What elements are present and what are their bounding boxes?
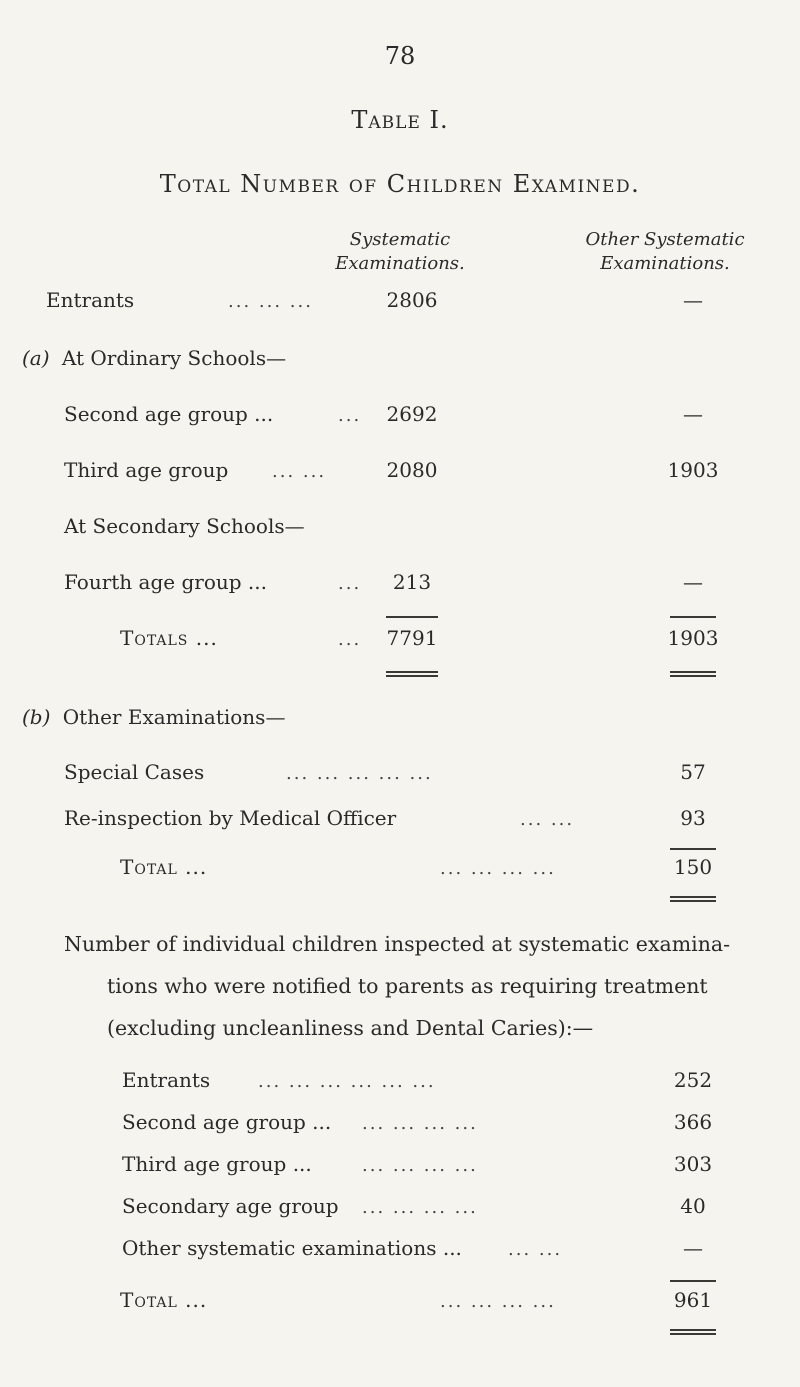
- row-second-age-dots: ...: [338, 405, 362, 426]
- treat-entrants-dots: ... ... ... ... ... ...: [258, 1071, 436, 1092]
- paragraph-line-3: (excluding uncleanliness and Dental Caries):—: [107, 1016, 594, 1040]
- row-reinspection-label: Re-inspection by Medical Officer: [64, 806, 397, 830]
- treat-other-label: Other systematic examinations ...: [122, 1236, 462, 1260]
- row-totals-label: Totals ...: [120, 626, 218, 650]
- treat-secondary-label: Secondary age group: [122, 1194, 339, 1218]
- totals-double-rule-systematic-2: [386, 675, 438, 677]
- other-total-double-rule-2: [670, 900, 716, 902]
- col-header-systematic-line2: Examinations.: [335, 253, 465, 274]
- col-header-other-line1: Other Systematic: [585, 229, 745, 250]
- treat-second-value: 366: [673, 1110, 713, 1134]
- treat-total-value: 961: [673, 1288, 713, 1312]
- row-fourth-age-label: Fourth age group ...: [64, 570, 267, 594]
- col-header-other: [545, 228, 785, 276]
- row-totals-dots: ...: [338, 629, 362, 650]
- row-second-age-other: —: [683, 402, 703, 426]
- treat-second-label: Second age group ...: [122, 1110, 332, 1134]
- secondary-schools-heading: At Secondary Schools—: [64, 514, 305, 538]
- row-third-age-other: 1903: [667, 458, 719, 482]
- treat-other-value: —: [683, 1236, 703, 1260]
- row-reinspection-dots: ... ...: [520, 809, 575, 830]
- totals-double-rule-systematic-1: [386, 671, 438, 673]
- treat-third-dots: ... ... ... ...: [362, 1155, 478, 1176]
- treat-entrants-label: Entrants: [122, 1068, 211, 1092]
- totals-rule-systematic: [386, 616, 438, 618]
- row-entrants-dots: ... ... ...: [228, 291, 313, 312]
- page-number: 78: [384, 42, 416, 70]
- row-entrants-label: Entrants: [46, 288, 135, 312]
- row-special-cases-value: 57: [680, 760, 706, 784]
- totals-double-rule-other-1: [670, 671, 716, 673]
- row-third-age-label: Third age group: [64, 458, 229, 482]
- row-special-cases-dots: ... ... ... ... ...: [286, 763, 433, 784]
- totals-double-rule-other-2: [670, 675, 716, 677]
- treat-total-rule: [670, 1280, 716, 1282]
- row-second-age-systematic: 2692: [386, 402, 438, 426]
- row-other-total-label: Total ...: [120, 855, 208, 879]
- row-special-cases-label: Special Cases: [64, 760, 205, 784]
- section-a-label: At Ordinary Schools—: [61, 346, 287, 370]
- section-a-marker: (a): [22, 346, 50, 370]
- section-a-heading: [22, 346, 286, 370]
- paragraph-line-1: Number of individual children inspected at systematic examina-: [64, 932, 731, 956]
- row-fourth-age-other: —: [683, 570, 703, 594]
- row-totals-systematic: 7791: [386, 626, 438, 650]
- row-totals-other: 1903: [667, 626, 719, 650]
- row-fourth-age-systematic: 213: [392, 570, 432, 594]
- other-total-rule: [670, 848, 716, 850]
- row-entrants-other: —: [683, 288, 703, 312]
- table-heading: Total Number of Children Examined.: [159, 170, 641, 198]
- treat-other-dots: ... ...: [508, 1239, 563, 1260]
- treat-second-dots: ... ... ... ...: [362, 1113, 478, 1134]
- paragraph-line-2: tions who were notified to parents as requiring treatment: [107, 974, 708, 998]
- row-other-total-dots: ... ... ... ...: [440, 858, 556, 879]
- col-header-systematic-line1: Systematic: [349, 229, 451, 250]
- row-third-age-dots: ... ...: [272, 461, 327, 482]
- treat-total-double-rule-1: [670, 1329, 716, 1331]
- col-header-systematic: [290, 228, 510, 276]
- treat-entrants-value: 252: [673, 1068, 713, 1092]
- section-b-label: Other Examinations—: [62, 705, 286, 729]
- row-second-age-label: Second age group ...: [64, 402, 274, 426]
- section-b-heading: [22, 705, 285, 729]
- treat-third-value: 303: [673, 1152, 713, 1176]
- row-entrants-systematic: 2806: [386, 288, 438, 312]
- row-fourth-age-dots: ...: [338, 573, 362, 594]
- other-total-double-rule-1: [670, 896, 716, 898]
- totals-rule-other: [670, 616, 716, 618]
- treat-secondary-dots: ... ... ... ...: [362, 1197, 478, 1218]
- treat-total-double-rule-2: [670, 1333, 716, 1335]
- table-title: Table I.: [351, 106, 449, 134]
- treat-third-label: Third age group ...: [122, 1152, 312, 1176]
- col-header-other-line2: Examinations.: [600, 253, 730, 274]
- treat-secondary-value: 40: [680, 1194, 706, 1218]
- row-other-total-value: 150: [673, 855, 713, 879]
- row-reinspection-value: 93: [680, 806, 706, 830]
- treat-total-label: Total ...: [120, 1288, 208, 1312]
- section-b-marker: (b): [22, 705, 51, 729]
- treat-total-dots: ... ... ... ...: [440, 1291, 556, 1312]
- row-third-age-systematic: 2080: [386, 458, 438, 482]
